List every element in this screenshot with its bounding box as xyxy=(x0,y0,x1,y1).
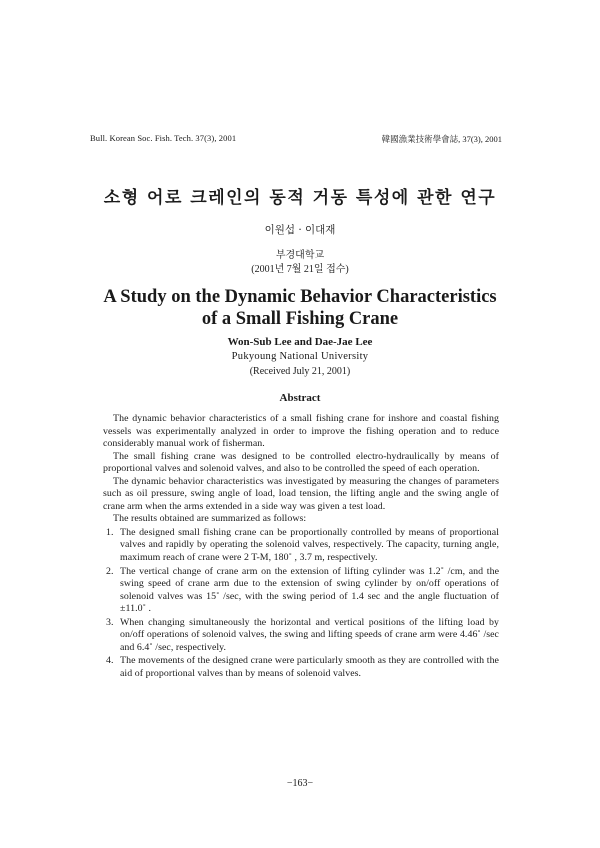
abstract-paragraph: The dynamic behavior characteristics was investigated by measuring the changes of parameters such as oil pressure, swing angle of load, load tension, the lifting angle and the swing angle of crane arm when the arms extended in a side way was given a test load. xyxy=(103,475,499,512)
list-item xyxy=(103,527,499,565)
list-item-text: When changing simultaneously the horizontal and vertical positions of the lifting load by on/off operations of solenoid valves, the swing and lifting speeds of crane arm were 4.46˚ /sec and 6.4˚ /sec, respectively. xyxy=(120,616,499,653)
journal-header-english: Bull. Korean Soc. Fish. Tech. 37(3), 2001 xyxy=(90,133,237,143)
english-title-line-1: A Study on the Dynamic Behavior Characteristics xyxy=(103,287,497,307)
list-item-number: 1. xyxy=(106,526,114,538)
list-item-text: The vertical change of crane arm on the extension of lifting cylinder was 1.2˚ /cm, and the swing speed of crane arm due to the extension of swing cylinder by on/off operations of solenoid valves was 15˚ /sec, with the swing period of 1.4 sec and the angle fluctuation of ±11.0˚ . xyxy=(120,565,499,615)
english-affiliation: Pukyoung National University xyxy=(231,351,369,362)
english-authors: Won-Sub Lee and Dae-Jae Lee xyxy=(227,336,373,348)
list-item-number: 2. xyxy=(106,565,114,577)
list-item xyxy=(103,617,499,655)
korean-received-date: (2001년 7월 21일 접수) xyxy=(251,264,349,275)
list-item-number: 4. xyxy=(106,655,114,667)
list-item-text: The designed small fishing crane can be proportionally controlled by means of proportional valves and rapidly by operating the solenoid valves, respectively. The capacity, turning angle, maximum reach of crane were 2 T-M, 180˚ , 3.7 m, respectively. xyxy=(120,526,499,564)
korean-title: 소형 어로 크레인의 동적 거동 특성에 관한 연구 xyxy=(103,188,497,208)
abstract-paragraph: The results obtained are summarized as follows: xyxy=(113,513,307,525)
abstract-body xyxy=(103,413,499,681)
abstract-paragraph: The small fishing crane was designed to be controlled electro-hydraulically by means of proportional valves and solenoid valves, and also to be controlled the speed of each operation. xyxy=(103,450,499,475)
korean-affiliation: 부경대학교 xyxy=(275,250,325,261)
list-item xyxy=(103,566,499,616)
list-item-number: 3. xyxy=(106,616,114,628)
list-item xyxy=(103,655,499,680)
results-list xyxy=(103,527,499,681)
english-title-line-2: of a Small Fishing Crane xyxy=(201,309,399,329)
abstract-paragraph: The dynamic behavior characteristics of a small fishing crane for inshore and coastal fishing vessels was experimentally analyzed in order to improve the fishing operation and to reduce considerably manual work of fisherman. xyxy=(103,413,499,450)
page-number: −163− xyxy=(286,778,314,789)
journal-header-korean: 韓國漁業技術學會誌, 37(3), 2001 xyxy=(381,134,502,144)
abstract-heading: Abstract xyxy=(279,392,321,404)
korean-authors: 이원섭 · 이대재 xyxy=(264,224,336,236)
english-received-date: (Received July 21, 2001) xyxy=(249,366,351,377)
list-item-text: The movements of the designed crane were particularly smooth as they are controlled with the aid of proportional valves than by means of solenoid valves. xyxy=(120,655,499,679)
english-title xyxy=(0,286,600,330)
